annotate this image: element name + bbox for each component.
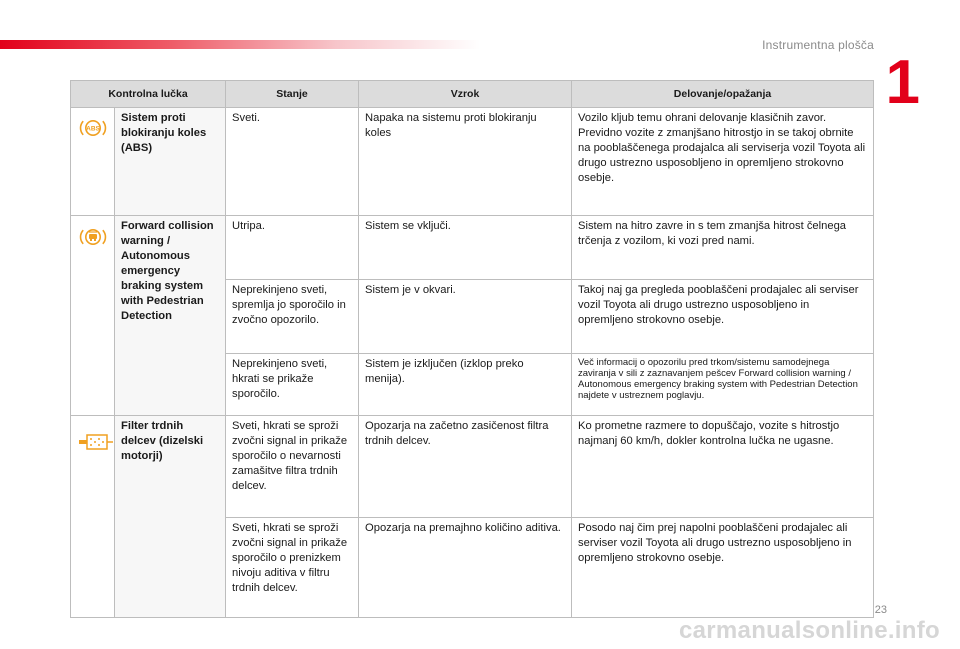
indicator-name: Filter trdnih delcev (dizelski motorji) — [115, 416, 226, 618]
column-header-cause: Vzrok — [359, 81, 572, 108]
state-cell: Utripa. — [226, 216, 359, 280]
column-header-action: Delovanje/opažanja — [572, 81, 874, 108]
table-header-row — [71, 81, 874, 108]
cause-cell: Sistem je izključen (izklop preko menija). — [359, 354, 572, 416]
table-row — [71, 216, 874, 280]
state-cell: Sveti. — [226, 108, 359, 216]
abs-warning-icon — [78, 117, 108, 139]
particle-filter-icon — [77, 431, 115, 453]
svg-text:ABS: ABS — [85, 125, 100, 133]
page-number: 23 — [874, 604, 887, 616]
indicator-table — [70, 80, 874, 618]
column-header-state: Stanje — [226, 81, 359, 108]
watermark: carmanualsonline.info — [678, 617, 940, 644]
cause-cell: Sistem se vključi. — [359, 216, 572, 280]
indicator-name: Sistem proti blokiranju koles (ABS) — [115, 108, 226, 216]
state-cell: Sveti, hkrati se sproži zvočni signal in prikaže sporočilo o nevarnosti zamašitve filtra trdnih delcev. — [226, 416, 359, 518]
cause-cell: Napaka na sistemu proti blokiranju koles — [359, 108, 572, 216]
action-cell: Vozilo kljub temu ohrani delovanje klasičnih zavor. Previdno vozite z zmanjšano hitrostjo in se takoj obrnite na pooblaščenega prodajalca ali serviserja vozil Toyota ali drugo ustrezno usposobljeno in opremljeno strokovno osebje. — [572, 108, 874, 216]
cause-cell: Opozarja na začetno zasičenost filtra trdnih delcev. — [359, 416, 572, 518]
indicator-name: Forward collision warning / Autonomous emergency braking system with Pedestrian Detection — [115, 216, 226, 416]
chapter-number: 1 — [885, 48, 920, 117]
action-cell: Več informacij o opozorilu pred trkom/sistemu samodejnega zaviranja v sili z zaznavanjem pešcev Forward collision warning / Autonomous emergency braking system with Pedestrian Detection najdete v ustreznem poglavju. — [572, 354, 874, 416]
indicator-icon-cell — [71, 416, 115, 618]
column-header-indicator: Kontrolna lučka — [71, 81, 226, 108]
indicator-icon-cell — [71, 216, 115, 416]
table-row — [71, 108, 874, 216]
state-cell: Neprekinjeno sveti, hkrati se prikaže sporočilo. — [226, 354, 359, 416]
action-cell: Takoj naj ga pregleda pooblaščeni prodajalec ali serviser vozil Toyota ali drugo ustrezno usposobljeno in opremljeno strokovno osebje. — [572, 280, 874, 354]
action-cell: Sistem na hitro zavre in s tem zmanjša hitrost čelnega trčenja z vozilom, ki vozi pred nami. — [572, 216, 874, 280]
state-cell: Sveti, hkrati se sproži zvočni signal in prikaže sporočilo o prenizkem nivoju aditiva v filtru trdnih delcev. — [226, 518, 359, 618]
indicator-icon-cell — [71, 108, 115, 216]
section-title: Instrumentna plošča — [762, 38, 874, 52]
state-cell: Neprekinjeno sveti, spremlja jo sporočilo in zvočno opozorilo. — [226, 280, 359, 354]
action-cell: Ko prometne razmere to dopuščajo, vozite s hitrostjo najmanj 60 km/h, dokler kontrolna lučka ne ugasne. — [572, 416, 874, 518]
header-color-bar — [0, 40, 480, 49]
action-cell: Posodo naj čim prej napolni pooblaščeni prodajalec ali serviser vozil Toyota ali drugo ustrezno usposobljeno in opremljeno strokovno osebje. — [572, 518, 874, 618]
cause-cell: Sistem je v okvari. — [359, 280, 572, 354]
table-row — [71, 416, 874, 518]
forward-collision-warning-icon — [78, 225, 108, 249]
cause-cell: Opozarja na premajhno količino aditiva. — [359, 518, 572, 618]
